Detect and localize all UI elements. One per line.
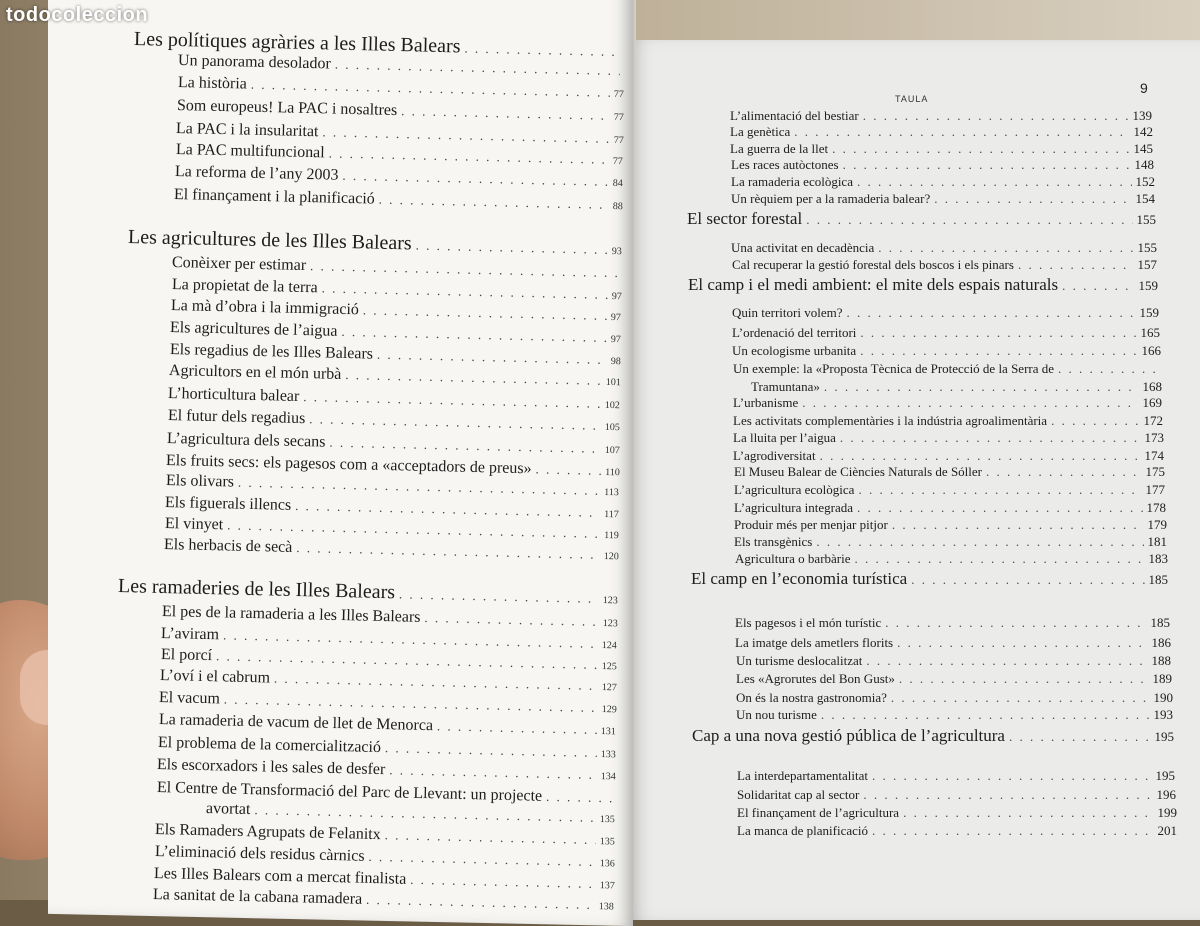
dot-leader: [802, 395, 1138, 411]
toc-entry: [737, 768, 1175, 784]
toc-title: L’urbanisme: [733, 395, 799, 410]
toc-title: Una activitat en decadència: [731, 240, 875, 255]
toc-entry: [730, 108, 1152, 124]
toc-title: El vacum: [158, 689, 221, 708]
toc-entry: [737, 805, 1177, 821]
toc-title: El porcí: [160, 646, 213, 665]
toc-page-number: 84: [612, 177, 623, 190]
toc-title: Les Illes Balears com a mercat finalista: [153, 865, 407, 888]
toc-title: L’alimentació del bestiar: [730, 108, 859, 123]
dot-leader: [806, 212, 1132, 228]
toc-entry: [734, 464, 1165, 480]
toc-page-number: 159: [1139, 305, 1159, 320]
dot-leader: [872, 768, 1151, 784]
dot-leader: [401, 103, 610, 124]
toc-page-number: 174: [1144, 448, 1164, 463]
toc-heading: [692, 726, 1174, 746]
toc-title: L’aviram: [160, 625, 220, 644]
toc-title: Les agricultures de les Illes Balears: [127, 226, 412, 255]
toc-page-number: 175: [1145, 464, 1165, 479]
toc-title: Els escorxadors i les sales de desfer: [156, 756, 386, 779]
toc-entry: [736, 653, 1171, 669]
toc-page-number: 88: [612, 200, 623, 213]
toc-title: L’agricultura integrada: [734, 500, 853, 515]
dot-leader: [911, 572, 1144, 588]
toc-page-number: 195: [1154, 729, 1174, 744]
toc-title: El vinyet: [164, 515, 224, 534]
toc-page-number: 136: [599, 858, 615, 870]
toc-page-number: 105: [604, 421, 620, 434]
toc-entry: [733, 430, 1164, 446]
toc-title: avortat: [205, 800, 251, 819]
toc-page-number: 142: [1133, 124, 1153, 139]
toc-entry: [730, 124, 1153, 140]
toc-title: Els olivars: [165, 472, 235, 491]
toc-entry: [730, 141, 1153, 157]
dot-leader: [903, 805, 1153, 821]
toc-title: El finançament de l’agricultura: [737, 805, 900, 820]
toc-title: Les ramaderies de les Illes Balears: [117, 575, 396, 604]
dot-leader: [410, 872, 596, 892]
dot-leader: [878, 240, 1133, 256]
toc-title: Els agricultures de l’aigua: [169, 319, 338, 340]
toc-title: Els transgènics: [734, 534, 813, 549]
toc-page-number: 137: [599, 880, 615, 892]
dot-leader: [863, 108, 1129, 124]
toc-title: El Museu Balear de Ciències Naturals de Sóller: [734, 464, 983, 479]
toc-title: La interdepartamentalitat: [737, 768, 869, 783]
toc-entry: [734, 517, 1167, 533]
toc-page-number: 113: [604, 486, 619, 499]
toc-title: La ramaderia ecològica: [731, 174, 853, 189]
toc-page-number: 110: [605, 466, 620, 479]
toc-entry: [732, 257, 1157, 273]
toc-title: Les races autòctones: [731, 157, 839, 172]
toc-title: Un ecologisme urbanita: [732, 343, 857, 358]
toc-title: La imatge dels ametlers florits: [735, 635, 894, 650]
toc-title: On és la nostra gastronomia?: [736, 690, 887, 705]
toc-page-number: 124: [601, 640, 617, 652]
toc-entry: [731, 191, 1155, 207]
running-head: TAULA: [895, 94, 929, 104]
dot-leader: [892, 517, 1144, 533]
toc-title: L’agricultura ecològica: [734, 482, 855, 497]
toc-page-number: 131: [600, 726, 616, 738]
dot-leader: [885, 615, 1146, 631]
toc-entry: [731, 240, 1157, 256]
toc-title: La història: [177, 74, 248, 93]
toc-title: Els pagesos i el món turístic: [735, 615, 882, 630]
dot-leader: [437, 718, 597, 738]
toc-page-number: 154: [1135, 191, 1155, 206]
toc-title: El futur dels regadius: [167, 407, 306, 428]
toc-entry: [737, 787, 1176, 803]
toc-page-number: 97: [610, 334, 621, 346]
toc-title: El pes de la ramaderia a les Illes Balears: [161, 603, 421, 626]
toc-page-number: 152: [1135, 174, 1155, 189]
toc-page-number: 97: [611, 290, 622, 303]
toc-title: Un panorama desolador: [177, 52, 332, 73]
dot-leader: [794, 124, 1129, 140]
toc-page-number: 172: [1143, 413, 1163, 428]
toc-page-number: 77: [613, 88, 624, 101]
toc-page-number: 201: [1157, 823, 1177, 838]
toc-title: La PAC multifuncional: [175, 141, 325, 162]
toc-title: La reforma de l’any 2003: [174, 163, 339, 184]
toc-title: La ramaderia de vacum de llet de Menorca: [158, 711, 434, 735]
dot-leader: [858, 482, 1141, 498]
toc-page-number: 166: [1141, 343, 1161, 358]
toc-entry: [734, 534, 1167, 550]
toc-title: L’eliminació dels residus càrnics: [154, 843, 365, 865]
toc-title: Els regadius de les Illes Balears: [169, 341, 374, 363]
toc-title: L’agricultura dels secans: [166, 430, 326, 451]
dot-leader: [546, 789, 612, 806]
toc-title: Conèixer per estimar: [171, 254, 307, 275]
toc-entry: [732, 343, 1161, 359]
dot-leader: [820, 448, 1141, 464]
dot-leader: [855, 551, 1145, 567]
toc-title: L’horticultura balear: [167, 385, 300, 405]
toc-heading: [688, 275, 1158, 295]
dot-leader: [866, 653, 1147, 669]
toc-title: Cal recuperar la gestió forestal dels boscos i els pinars: [732, 257, 1014, 272]
toc-page-number: 188: [1151, 653, 1171, 668]
toc-entry: [737, 823, 1177, 839]
toc-title: El finançament i la planificació: [173, 186, 375, 208]
toc-page-number: 181: [1147, 534, 1167, 549]
toc-entry: [733, 361, 1161, 377]
toc-page-number: 179: [1147, 517, 1167, 532]
toc-page-number: 77: [612, 155, 623, 168]
toc-page-number: 159: [1138, 278, 1158, 293]
toc-page-number: 189: [1152, 671, 1172, 686]
dot-leader: [1051, 413, 1139, 429]
toc-title: La guerra de la llet: [730, 141, 829, 156]
toc-title: Les «Agrorutes del Bon Gust»: [736, 671, 895, 686]
toc-title: El camp i el medi ambient: el mite dels espais naturals: [688, 275, 1059, 294]
toc-page-number: 119: [604, 529, 619, 542]
dot-leader: [843, 157, 1131, 173]
dot-leader: [424, 610, 599, 630]
dot-leader: [846, 305, 1135, 321]
toc-title: Solidaritat cap al sector: [737, 787, 860, 802]
toc-page-number: 133: [600, 749, 616, 761]
dot-leader: [857, 500, 1143, 516]
page-number: 9: [1140, 80, 1148, 96]
dot-leader: [1062, 278, 1134, 294]
toc-title: L’ordenació del territori: [732, 325, 857, 340]
toc-title: El problema de la comercialització: [157, 734, 382, 757]
toc-page-number: 193: [1153, 707, 1173, 722]
dot-leader: [535, 461, 601, 478]
toc-page-number: 168: [1142, 379, 1162, 394]
dot-leader: [824, 379, 1139, 395]
toc-title: Cap a una nova gestió pública de l’agricultura: [692, 726, 1005, 745]
toc-page-number: 102: [604, 399, 620, 412]
dot-leader: [860, 343, 1137, 359]
toc-page-number: 123: [602, 618, 618, 630]
toc-entry: [733, 413, 1163, 429]
toc-entry: [731, 157, 1154, 173]
toc-entry: [732, 305, 1159, 321]
toc-page-number: 120: [603, 550, 619, 563]
toc-page-number: 155: [1136, 212, 1156, 227]
toc-title: Un exemple: la «Proposta Tècnica de Protecció de la Serra de: [733, 361, 1055, 376]
toc-entry: [736, 707, 1173, 723]
toc-title: Els fruits secs: els pagesos com a «acceptadors de preus»: [165, 452, 532, 478]
toc-title: Agricultura o barbàrie: [735, 551, 851, 566]
toc-title: Un rèquiem per a la ramaderia balear?: [731, 191, 931, 206]
toc-title: La lluita per l’aigua: [733, 430, 836, 445]
dot-leader: [891, 690, 1150, 706]
toc-title: L’oví i el cabrum: [159, 667, 271, 687]
dot-leader: [1009, 729, 1151, 745]
toc-page-number: 165: [1140, 325, 1160, 340]
toc-title: Produir més per menjar pitjor: [734, 517, 888, 532]
dot-leader: [384, 827, 596, 848]
toc-page-number: 77: [613, 111, 624, 124]
toc-page-number: 77: [613, 134, 624, 147]
dot-leader: [816, 534, 1143, 550]
dot-leader: [1018, 257, 1134, 273]
toc-title: La genètica: [730, 124, 791, 139]
toc-page-number: 183: [1148, 551, 1168, 566]
dot-leader: [899, 671, 1149, 687]
toc-title: Les polítiques agràries a les Illes Balears: [133, 28, 461, 58]
toc-title: Tramuntana»: [751, 379, 820, 394]
toc-title: Agricultors en el món urbà: [168, 362, 342, 383]
toc-page-number: 178: [1146, 500, 1166, 515]
toc-page-number: 173: [1144, 430, 1164, 445]
toc-title: Som europeus! La PAC i nosaltres: [176, 97, 398, 119]
toc-entry: [734, 500, 1166, 516]
toc-page-number: 123: [602, 595, 618, 607]
dot-leader: [464, 41, 621, 61]
toc-entry: [736, 671, 1172, 687]
toc-page-number: 101: [605, 376, 621, 389]
toc-page-number: 196: [1156, 787, 1176, 802]
toc-page-number: 135: [599, 836, 615, 848]
toc-page-number: 177: [1145, 482, 1165, 497]
toc-entry: [734, 482, 1165, 498]
toc-page-number: 195: [1155, 768, 1175, 783]
toc-page-number: 190: [1153, 690, 1173, 705]
dot-leader: [415, 238, 608, 258]
toc-heading: [687, 209, 1156, 229]
toc-title: La PAC i la insularitat: [175, 120, 319, 141]
toc-page-number: 185: [1150, 615, 1170, 630]
toc-page-number: 135: [599, 813, 615, 826]
dot-leader: [832, 141, 1129, 157]
toc-entry: [733, 448, 1164, 464]
toc-page-number: 145: [1133, 141, 1153, 156]
dot-leader: [934, 191, 1131, 207]
toc-entry: [735, 551, 1168, 567]
dot-leader: [897, 635, 1147, 651]
toc-entry: [731, 174, 1155, 190]
toc-title: La propietat de la terra: [171, 276, 318, 297]
toc-title: Els figuerals illencs: [164, 494, 292, 514]
dot-leader: [389, 762, 597, 783]
toc-heading: [691, 569, 1168, 589]
toc-page-number: 155: [1137, 240, 1157, 255]
dot-leader: [860, 325, 1136, 341]
toc-page-number: 125: [601, 661, 617, 673]
toc-page-number: 199: [1157, 805, 1177, 820]
toc-page-number: 185: [1148, 572, 1168, 587]
toc-page-number: 186: [1151, 635, 1171, 650]
toc-page-number: 148: [1134, 157, 1154, 172]
toc-page-number: 134: [600, 771, 616, 783]
toc-title: Un nou turisme: [736, 707, 817, 722]
toc-entry: [736, 690, 1173, 706]
dot-leader: [840, 430, 1141, 446]
toc-title: El camp en l’economia turística: [691, 569, 908, 588]
toc-title: Quin territori volem?: [732, 305, 843, 320]
toc-title: Els herbacis de secà: [163, 536, 293, 556]
toc-entry: [733, 395, 1162, 411]
toc-entry: [735, 615, 1170, 631]
dot-leader: [863, 787, 1152, 803]
toc-title: Un turisme deslocalitzat: [736, 653, 863, 668]
toc-page-number: 138: [598, 901, 614, 913]
toc-entry: [751, 379, 1162, 395]
toc-page-number: 129: [601, 704, 617, 716]
toc-title: L’agrodiversitat: [733, 448, 816, 463]
toc-title: La manca de planificació: [737, 823, 869, 838]
toc-page-number: 169: [1142, 395, 1162, 410]
toc-title: La mà d’obra i la immigració: [170, 297, 360, 319]
toc-title: El Centre de Transformació del Parc de Llevant: un projecte: [156, 779, 543, 805]
toc-title: Les activitats complementàries i la indústria agroalimentària: [733, 413, 1048, 428]
toc-page-number: 93: [611, 245, 622, 258]
dot-leader: [857, 174, 1132, 190]
toc-page-number: 139: [1132, 108, 1152, 123]
toc-page-number: 157: [1137, 257, 1157, 272]
toc-page-number: 127: [601, 682, 617, 694]
dot-leader: [986, 464, 1141, 480]
toc-entry: [732, 325, 1160, 341]
toc-entry: [735, 635, 1171, 651]
dot-leader: [872, 823, 1153, 839]
toc-page-number: 98: [610, 356, 621, 368]
dot-leader: [821, 707, 1150, 723]
dot-leader: [1058, 361, 1157, 377]
toc-title: El sector forestal: [687, 209, 803, 228]
toc-page-number: 97: [610, 311, 621, 324]
toc-title: Els Ramaders Agrupats de Felanitx: [154, 821, 381, 844]
toc-page-number: 107: [604, 444, 620, 457]
dot-leader: [385, 740, 597, 761]
toc-page-number: 117: [604, 508, 619, 521]
dot-leader: [399, 586, 599, 607]
toc-title: La sanitat de la cabana ramadera: [152, 886, 363, 908]
watermark-logo: todocoleccion: [6, 4, 149, 26]
